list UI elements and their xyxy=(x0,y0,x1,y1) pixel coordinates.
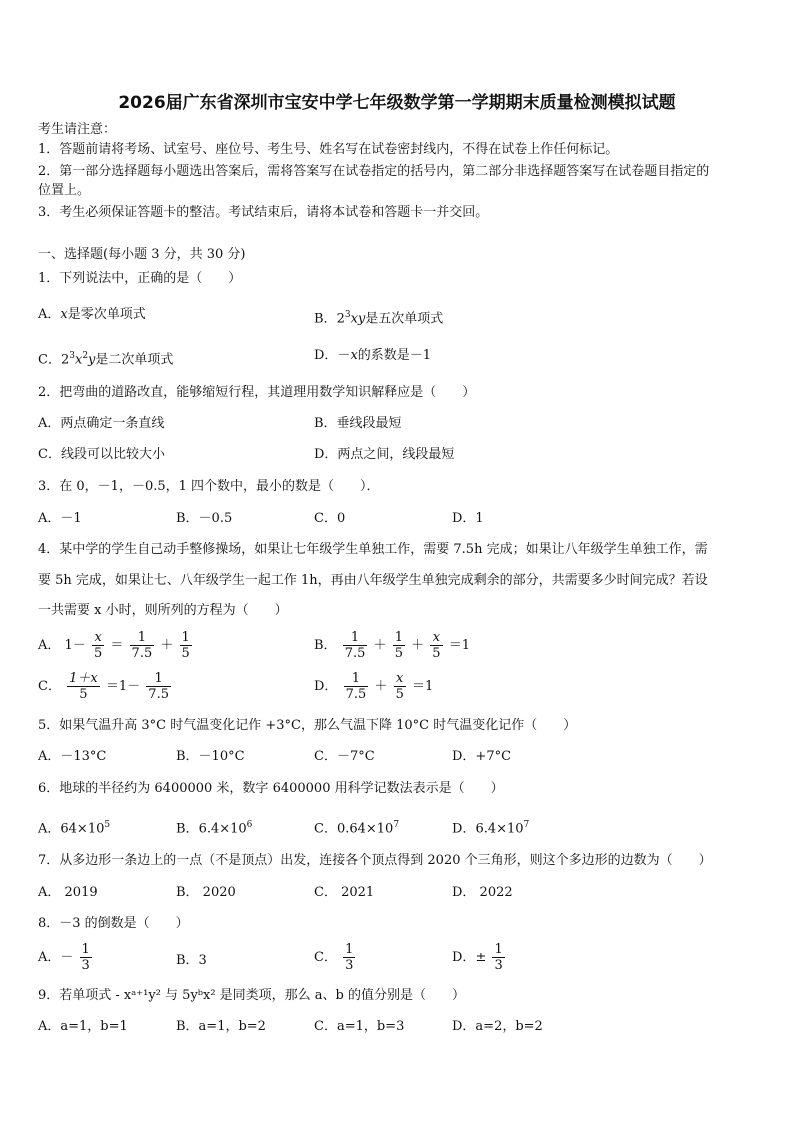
option-a: A．－ $\frac{1}{3}$ xyxy=(38,942,90,973)
question-stem: 8．－3 的倒数是（ ） xyxy=(38,916,189,931)
option-a: A． 2019 xyxy=(38,885,98,900)
fraction: $\frac{x}{5}$ xyxy=(395,671,404,702)
question-stem: 1．下列说法中，正确的是（ ） xyxy=(38,271,242,286)
fraction: $\frac{1}{7.5}$ xyxy=(344,630,366,661)
option-c: C．a=1，b=3 xyxy=(314,1019,405,1034)
fraction: $\frac{1}{7.5}$ xyxy=(148,671,169,702)
option-c: C．0 xyxy=(314,511,346,526)
option-d: D．1 xyxy=(452,511,484,526)
fraction: $\frac{1}{5}$ xyxy=(181,630,190,661)
question-stem: 4．某中学的学生自己动手整修操场，如果让七年级学生单独工作，需要 7.5h 完成；如果让八年级学生单独工作，需 xyxy=(38,542,708,557)
option-b: B．－0.5 xyxy=(176,511,233,526)
option-c: C．$0.64\times 10^7$ xyxy=(314,820,400,837)
option-d: D． $\frac{1}{7.5}$ ＋ $\frac{x}{5}$ ＝1 xyxy=(314,671,434,702)
fraction: $\frac{x}{5}$ xyxy=(93,630,103,661)
question-stem: 要 5h 完成，如果让七、八年级学生一起工作 1h，再由八年级学生单独完成剩余的部分，共需要多少时间完成？若设 xyxy=(38,573,708,588)
question-stem: 5．如果气温升高 3°C 时气温变化记作 +3°C，那么气温下降 10°C 时气温变化记作（ ） xyxy=(38,718,577,733)
option-d: D．+7°C xyxy=(452,749,512,764)
option-c: C．－7°C xyxy=(314,749,375,764)
option-d: D．± $\frac{1}{3}$ xyxy=(452,942,503,973)
fraction: $\frac{1}{3}$ xyxy=(494,942,503,973)
option-c: C． 2021 xyxy=(314,885,375,900)
option-a: A．$64\times 10^5$ xyxy=(38,820,111,837)
option-a: A．－13°C xyxy=(38,749,107,764)
option-d: D．a=2，b=2 xyxy=(452,1019,543,1034)
option-a: A．两点确定一条直线 xyxy=(38,416,165,431)
option-a: A．－1 xyxy=(38,511,82,526)
option-c: C．$2^3x^2y$是二次单项式 xyxy=(38,351,174,368)
question-stem: 9．若单项式 - xᵃ⁺¹y² 与 5yᵇx² 是同类项，那么 a、b 的值分别是（ ） xyxy=(38,988,465,1003)
notice-item: 1．答题前请将考场、试室号、座位号、考生号、姓名写在试卷密封线内，不得在试卷上作任何标记。 xyxy=(38,142,619,157)
fraction: $\frac{1}{3}$ xyxy=(345,942,354,973)
fraction: $\frac{1}{7.5}$ xyxy=(131,630,153,661)
notice-heading: 考生请注意： xyxy=(38,122,117,137)
option-a: A． 1－ $\frac{x}{5}$ ＝ $\frac{1}{7.5}$ ＋ $\frac{1}{5}$ xyxy=(38,630,190,661)
fraction: $\frac{1}{7.5}$ xyxy=(345,671,367,702)
option-a: A．x是零次单项式 xyxy=(38,307,146,322)
option-c: C． $\frac{1+x}{5}$ ＝1－ $\frac{1}{7.5}$ xyxy=(38,671,169,702)
fraction: $\frac{x}{5}$ xyxy=(432,630,441,661)
option-a: A．a=1，b=1 xyxy=(38,1019,128,1034)
notice-item: 3．考生必须保证答题卡的整洁。考试结束后，请将本试卷和答题卡一并交回。 xyxy=(38,205,489,220)
option-b: B．$2^3xy$是五次单项式 xyxy=(314,310,444,327)
option-d: D．两点之间，线段最短 xyxy=(314,447,455,462)
option-b: B．$6.4\times 10^6$ xyxy=(176,820,253,837)
fraction: $\frac{1+x}{5}$ xyxy=(69,671,98,702)
notice-item: 位置上。 xyxy=(38,183,91,198)
fraction: $\frac{1}{5}$ xyxy=(394,630,403,661)
question-stem: 6．地球的半径约为 6400000 米，数字 6400000 用科学记数法表示是（ ） xyxy=(38,781,504,796)
option-b: B． 2020 xyxy=(176,885,236,900)
fraction: $\frac{1}{3}$ xyxy=(81,942,90,973)
option-d: D．$6.4\times 10^7$ xyxy=(452,820,530,837)
option-b: B．－10°C xyxy=(176,749,245,764)
option-b: B．a=1，b=2 xyxy=(176,1019,266,1034)
question-stem: 7．从多边形一条边上的一点（不是顶点）出发，连接各个顶点得到 2020 个三角形，则这个多边形的边数为（ ） xyxy=(38,853,712,868)
section-heading: 一、选择题(每小题 3 分，共 30 分) xyxy=(38,247,246,262)
question-stem: 2．把弯曲的道路改直，能够缩短行程，其道理用数学知识解释应是（ ） xyxy=(38,385,476,400)
notice-item: 2．第一部分选择题每小题选出答案后，需将答案写在试卷指定的括号内，第二部分非选择题答案写在试卷题目指定的 xyxy=(38,164,710,179)
option-b: B．垂线段最短 xyxy=(314,416,402,431)
option-c: C．线段可以比较大小 xyxy=(38,447,165,462)
option-b: B． $\frac{1}{7.5}$ ＋ $\frac{1}{5}$ ＋ $\frac{x}{5}$ ＝1 xyxy=(314,630,470,661)
option-d: D．－x的系数是－1 xyxy=(314,348,432,363)
question-stem: 3．在 0，－1，－0.5，1 四个数中，最小的数是（ ）． xyxy=(38,479,380,494)
page-title: 2026届广东省深圳市宝安中学七年级数学第一学期期末质量检测模拟试题 xyxy=(118,93,676,113)
option-b: B．3 xyxy=(176,953,207,968)
option-d: D． 2022 xyxy=(452,885,513,900)
question-stem: 一共需要 x 小时，则所列的方程为（ ） xyxy=(38,603,288,618)
option-c: C． $\frac{1}{3}$ xyxy=(314,942,354,973)
